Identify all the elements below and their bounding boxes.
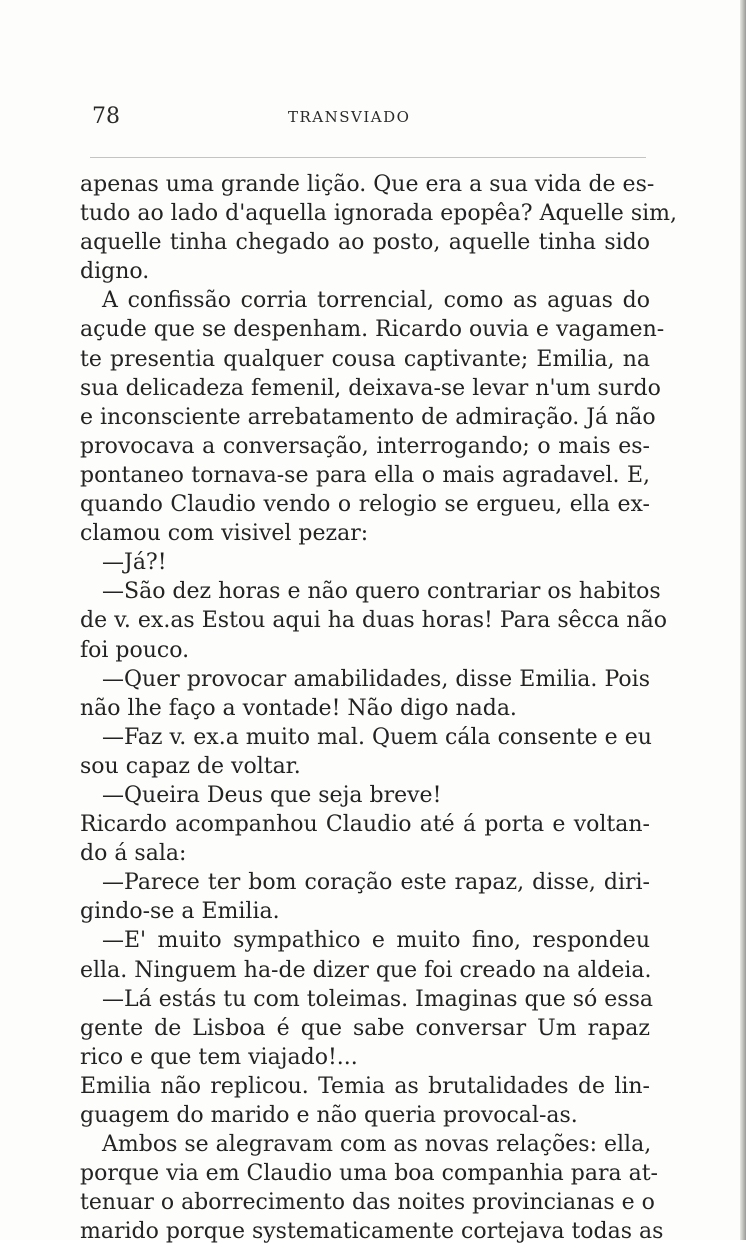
text-line: gente de Lisboa é que sabe conversar Um rapaz [80, 1015, 650, 1041]
text-line: tudo ao lado d'aquella ignorada epopêa? Aquelle sim, [80, 201, 677, 227]
text-line: digno. [80, 259, 150, 285]
text-line: quando Claudio vendo o relogio se ergueu, ella ex- [80, 492, 650, 518]
text-line: ella. Ninguem ha-de dizer que foi creado na aldeia. [80, 957, 652, 983]
text-line: marido porque systematicamente cortejava todas as [80, 1219, 664, 1245]
text-line: açude que se despenham. Ricardo ouvia e vagamen- [80, 317, 665, 343]
text-line: —Faz v. ex.a muito mal. Quem cála consente e eu [102, 724, 652, 750]
text-line: foi pouco. [80, 637, 190, 663]
text-line: —Quer provocar amabilidades, disse Emilia. Pois [102, 666, 650, 692]
text-line: Emilia não replicou. Temia as brutalidades de lin- [80, 1073, 650, 1099]
text-line: sou capaz de voltar. [80, 753, 301, 779]
text-line: Ricardo acompanhou Claudio até á porta e voltan- [80, 812, 650, 838]
text-line: —Queira Deus que seja breve! [102, 782, 442, 808]
text-line: A confissão corria torrencial, como as aguas do [102, 288, 650, 314]
text-line: sua delicadeza femenil, deixava-se levar n'um surdo [80, 375, 661, 401]
text-line: tenuar o aborrecimento das noites provincianas e o [80, 1190, 655, 1216]
page-number: 78 [92, 104, 120, 129]
header-rule [90, 157, 646, 158]
text-line: —Parece ter bom coração este rapaz, disse, diri- [102, 870, 650, 896]
text-line: —Já?! [102, 550, 167, 576]
text-line: guagem do marido e não queria provocal-as. [80, 1103, 578, 1128]
text-line: pontaneo tornava-se para ella o mais agradavel. E, [80, 462, 650, 488]
running-title: TRANSVIADO [288, 108, 411, 126]
text-line: apenas uma grande lição. Que era a sua vida de es- [80, 172, 655, 197]
text-line: —São dez horas e não quero contrariar os habitos [102, 579, 661, 605]
text-line: aquelle tinha chegado ao posto, aquelle tinha sido [80, 230, 650, 256]
page-edge [740, 0, 746, 1240]
text-line: Ambos se alegravam com as novas relações: ella, [102, 1132, 652, 1158]
page-header [92, 104, 652, 134]
text-line: de v. ex.as Estou aqui ha duas horas! Para sêcca não [80, 608, 667, 634]
text-line: porque via em Claudio uma boa companhia para at- [80, 1161, 658, 1187]
text-line: te presentia qualquer cousa captivante; Emilia, na [80, 346, 650, 372]
text-line: —E' muito sympathico e muito fino, respondeu [102, 928, 650, 954]
text-line: rico e que tem viajado!... [80, 1044, 358, 1070]
text-line: do á sala: [80, 841, 187, 867]
text-line: —Lá estás tu com toleimas. Imaginas que só essa [102, 986, 653, 1012]
text-line: não lhe faço a vontade! Não digo nada. [80, 695, 517, 721]
text-line: clamou com visivel pezar: [80, 521, 369, 547]
body-text [80, 170, 677, 1246]
text-line: e inconsciente arrebatamento de admiração. Já não [80, 404, 656, 430]
text-line: provocava a conversação, interrogando; o mais es- [80, 433, 650, 459]
text-line: gindo-se a Emilia. [80, 899, 280, 925]
